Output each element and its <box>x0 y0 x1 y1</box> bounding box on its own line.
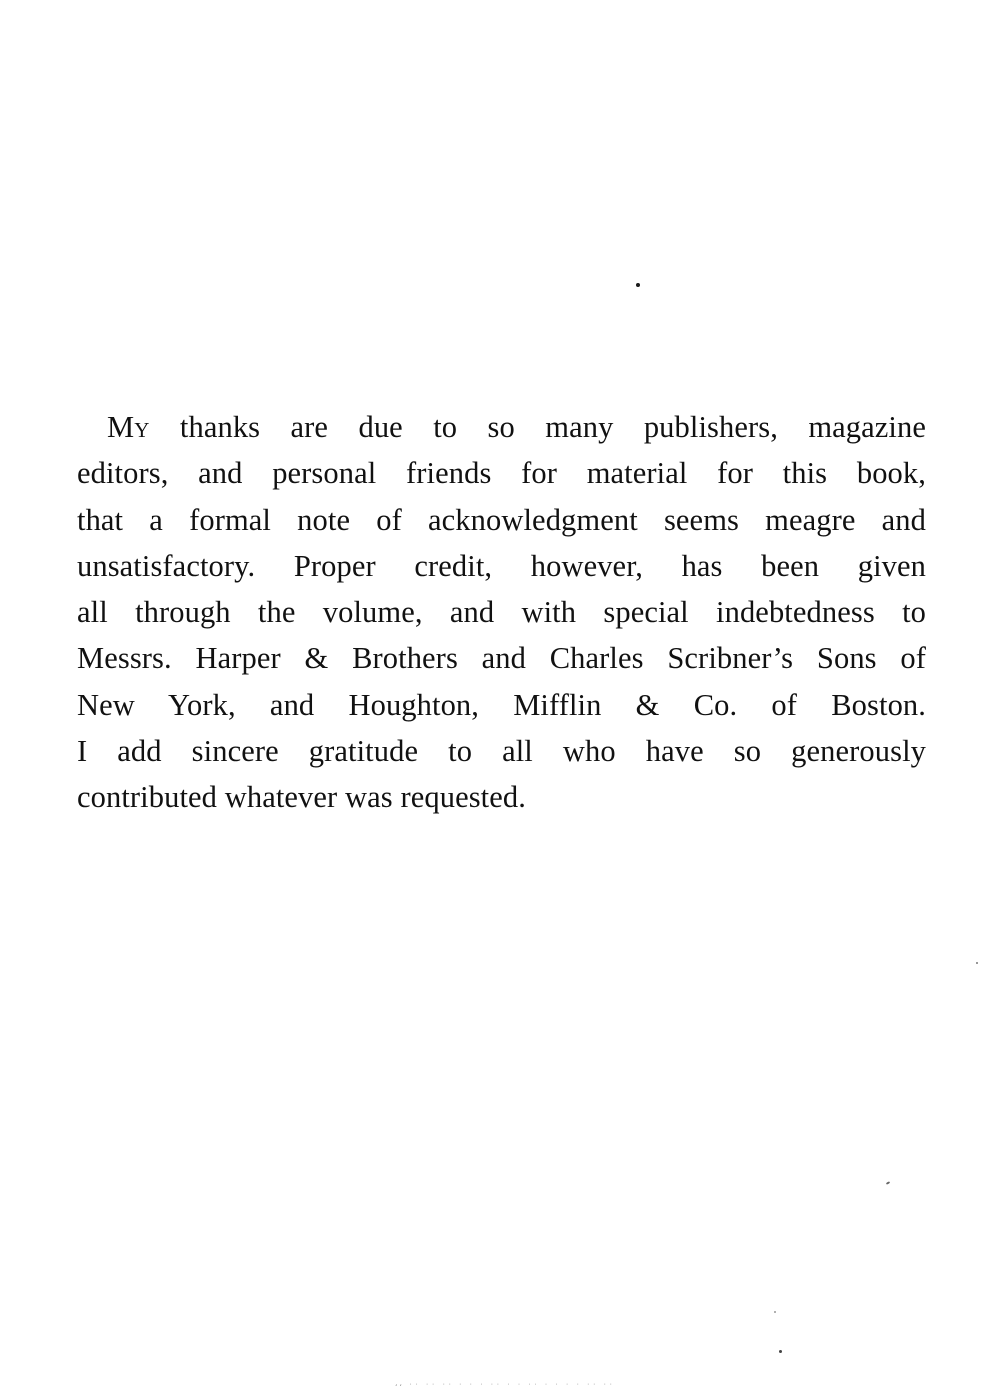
ink-speck <box>886 1181 890 1185</box>
acknowledgment-line: editors, and personal friends for material for this book, <box>77 456 926 491</box>
acknowledgment-line: all through the volume, and with special indebtedness to <box>77 595 926 630</box>
ink-speck <box>779 1350 782 1353</box>
acknowledgment-line: that a formal note of acknowledgment seems meagre and <box>77 502 926 537</box>
acknowledgment-line: I add sincere gratitude to all who have so generously <box>77 734 926 769</box>
acknowledgment-line: New York, and Houghton, Mifflin & Co. of Boston. <box>77 687 926 722</box>
acknowledgment-line <box>77 404 926 450</box>
line-text: thanks are due to so many publishers, magazine <box>149 410 926 444</box>
acknowledgment-line: Messrs. Harper & Brothers and Charles Scribner’s Sons of <box>77 641 926 676</box>
ink-speck <box>976 962 978 964</box>
faint-bottom-marks: ʻʻ ˙˙ ˙˙ ˙˙ ˙ ˙ ˙ ˙˙ ˙ ˙ ˙˙ ˙ ˙ ˙ ˙ ˙˙ ˙˙ <box>395 1383 615 1392</box>
acknowledgment-line: unsatisfactory. Proper credit, however, has been given <box>77 548 926 583</box>
ink-speck <box>636 283 640 287</box>
lead-word: My <box>107 410 150 444</box>
ink-speck <box>774 1311 776 1313</box>
acknowledgment-line: contributed whatever was requested. <box>77 780 526 815</box>
acknowledgment-paragraph <box>77 404 926 821</box>
